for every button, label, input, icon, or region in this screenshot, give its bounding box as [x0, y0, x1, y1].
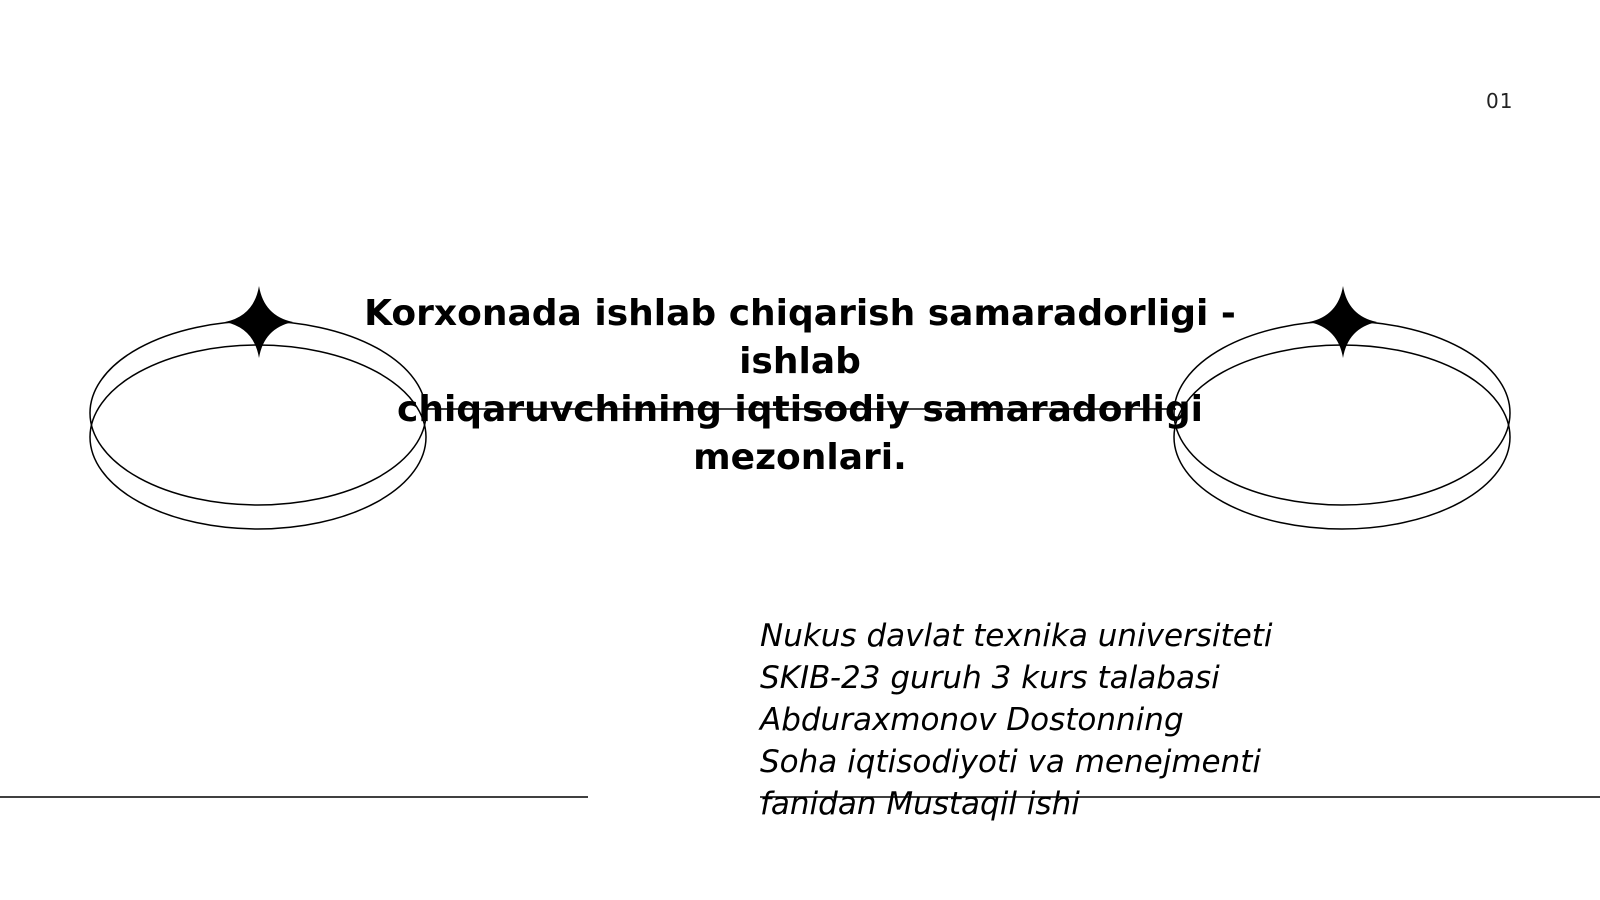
slide-number: 01 — [1486, 89, 1514, 113]
right-star-icon — [1309, 286, 1377, 358]
title-line: Korxonada ishlab chiqarish samaradorligi - ishlab — [364, 293, 1236, 382]
left-star-icon — [225, 286, 293, 358]
title-line: chiqaruvchining iqtisodiy samaradorligi — [397, 389, 1203, 430]
author-line: Nukus davlat texnika universiteti — [760, 618, 1273, 654]
slide-title — [300, 290, 1300, 482]
author-line: Soha iqtisodiyoti va menejmenti — [760, 744, 1262, 780]
author-line: Abduraxmonov Dostonning — [760, 702, 1184, 738]
author-line: SKIB-23 guruh 3 kurs talabasi — [760, 660, 1220, 696]
author-line: fanidan Mustaqil ishi — [760, 786, 1080, 822]
title-line: mezonlari. — [693, 437, 907, 478]
author-block — [760, 615, 1380, 825]
